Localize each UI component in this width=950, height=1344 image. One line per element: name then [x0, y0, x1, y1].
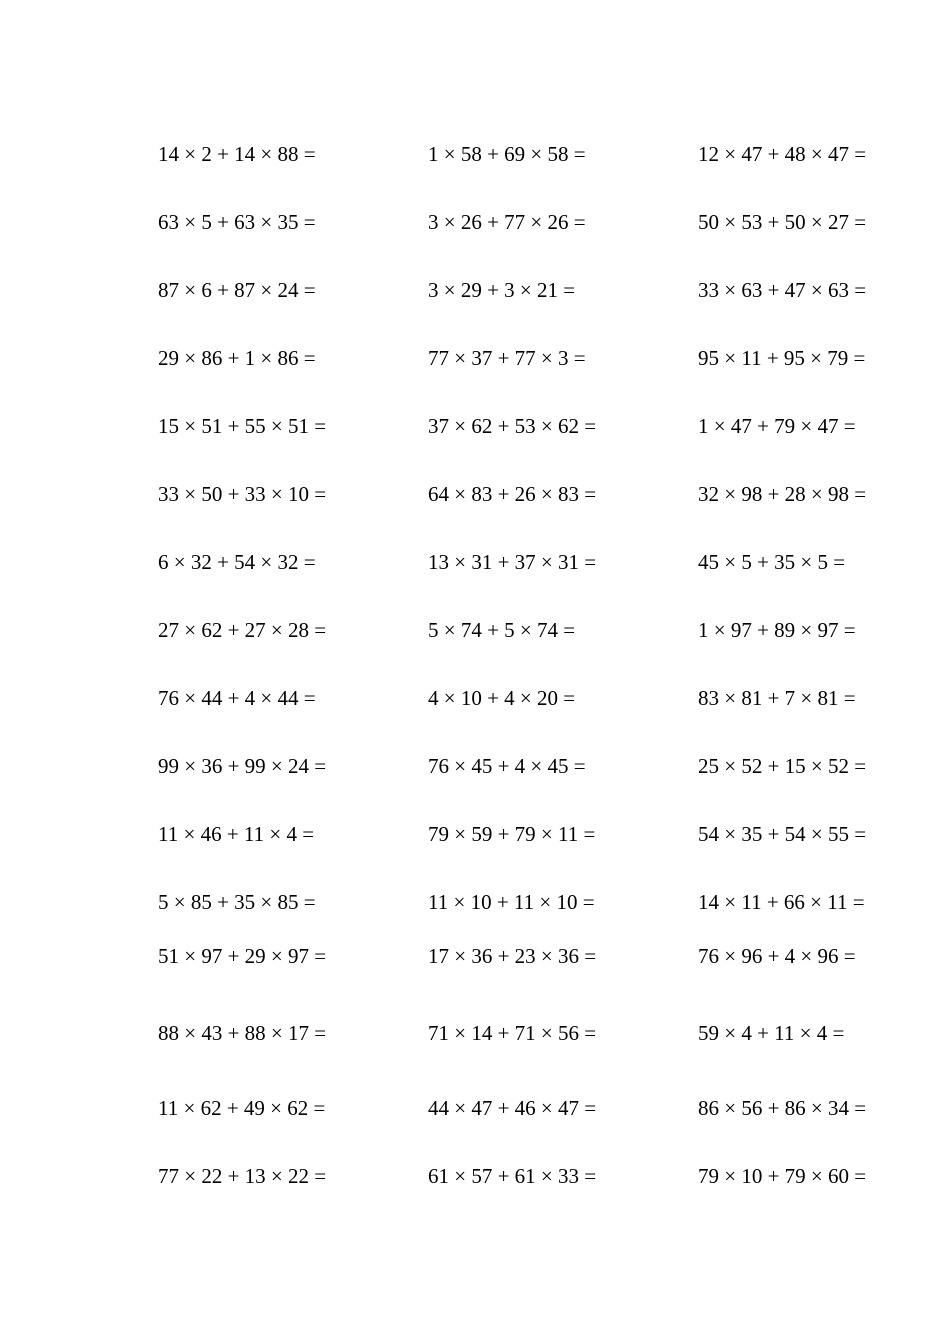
- problem-expression: 77 × 37 + 77 × 3 =: [428, 346, 586, 370]
- problem-expression: 6 × 32 + 54 × 32 =: [158, 550, 316, 574]
- problem-expression: 29 × 86 + 1 × 86 =: [158, 346, 316, 370]
- problem-row: [0, 819, 950, 849]
- problem-expression: 76 × 44 + 4 × 44 =: [158, 686, 316, 710]
- problem-expression: 33 × 63 + 47 × 63 =: [698, 278, 867, 302]
- problem-expression: 11 × 62 + 49 × 62 =: [158, 1096, 326, 1120]
- problem-row: [0, 1018, 950, 1048]
- problem-expression: 12 × 47 + 48 × 47 =: [698, 142, 867, 166]
- problem-expression: 79 × 10 + 79 × 60 =: [698, 1164, 867, 1188]
- problem-expression: 33 × 50 + 33 × 10 =: [158, 482, 327, 506]
- problem-expression: 50 × 53 + 50 × 27 =: [698, 210, 867, 234]
- problem-row: [0, 139, 950, 169]
- problem-row: [0, 683, 950, 713]
- problem-expression: 5 × 74 + 5 × 74 =: [428, 618, 576, 642]
- problem-expression: 71 × 14 + 71 × 56 =: [428, 1021, 597, 1045]
- problem-expression: 1 × 97 + 89 × 97 =: [698, 618, 856, 642]
- problem-expression: 25 × 52 + 15 × 52 =: [698, 754, 867, 778]
- problem-expression: 17 × 36 + 23 × 36 =: [428, 944, 597, 968]
- problem-expression: 77 × 22 + 13 × 22 =: [158, 1164, 327, 1188]
- problem-expression: 32 × 98 + 28 × 98 =: [698, 482, 867, 506]
- problem-row: [0, 547, 950, 577]
- problem-expression: 76 × 96 + 4 × 96 =: [698, 944, 856, 968]
- problem-expression: 83 × 81 + 7 × 81 =: [698, 686, 856, 710]
- problem-row: [0, 1093, 950, 1123]
- problem-expression: 3 × 29 + 3 × 21 =: [428, 278, 576, 302]
- problem-expression: 54 × 35 + 54 × 55 =: [698, 822, 867, 846]
- problem-expression: 88 × 43 + 88 × 17 =: [158, 1021, 327, 1045]
- problem-expression: 87 × 6 + 87 × 24 =: [158, 278, 316, 302]
- problem-expression: 11 × 46 + 11 × 4 =: [158, 822, 315, 846]
- problem-expression: 15 × 51 + 55 × 51 =: [158, 414, 327, 438]
- problem-expression: 63 × 5 + 63 × 35 =: [158, 210, 316, 234]
- problem-expression: 51 × 97 + 29 × 97 =: [158, 944, 327, 968]
- problem-expression: 95 × 11 + 95 × 79 =: [698, 346, 866, 370]
- problem-expression: 45 × 5 + 35 × 5 =: [698, 550, 846, 574]
- problem-expression: 86 × 56 + 86 × 34 =: [698, 1096, 867, 1120]
- problem-expression: 79 × 59 + 79 × 11 =: [428, 822, 596, 846]
- problem-expression: 44 × 47 + 46 × 47 =: [428, 1096, 597, 1120]
- problem-row: [0, 275, 950, 305]
- problem-expression: 1 × 47 + 79 × 47 =: [698, 414, 856, 438]
- problem-row: [0, 615, 950, 645]
- problem-expression: 11 × 10 + 11 × 10 =: [428, 890, 595, 914]
- problem-expression: 13 × 31 + 37 × 31 =: [428, 550, 597, 574]
- problem-row: [0, 941, 950, 971]
- problem-expression: 5 × 85 + 35 × 85 =: [158, 890, 316, 914]
- problem-expression: 27 × 62 + 27 × 28 =: [158, 618, 327, 642]
- problem-expression: 76 × 45 + 4 × 45 =: [428, 754, 586, 778]
- problem-expression: 14 × 11 + 66 × 11 =: [698, 890, 865, 914]
- problem-row: [0, 411, 950, 441]
- problem-row: [0, 1161, 950, 1191]
- problem-row: [0, 887, 950, 917]
- problem-row: [0, 751, 950, 781]
- problem-expression: 3 × 26 + 77 × 26 =: [428, 210, 586, 234]
- problem-row: [0, 207, 950, 237]
- problem-row: [0, 479, 950, 509]
- problem-expression: 14 × 2 + 14 × 88 =: [158, 142, 316, 166]
- problem-expression: 37 × 62 + 53 × 62 =: [428, 414, 597, 438]
- problem-expression: 64 × 83 + 26 × 83 =: [428, 482, 597, 506]
- problem-row: [0, 343, 950, 373]
- problem-expression: 4 × 10 + 4 × 20 =: [428, 686, 576, 710]
- problem-expression: 99 × 36 + 99 × 24 =: [158, 754, 327, 778]
- problem-expression: 59 × 4 + 11 × 4 =: [698, 1021, 845, 1045]
- problem-expression: 61 × 57 + 61 × 33 =: [428, 1164, 597, 1188]
- problem-expression: 1 × 58 + 69 × 58 =: [428, 142, 586, 166]
